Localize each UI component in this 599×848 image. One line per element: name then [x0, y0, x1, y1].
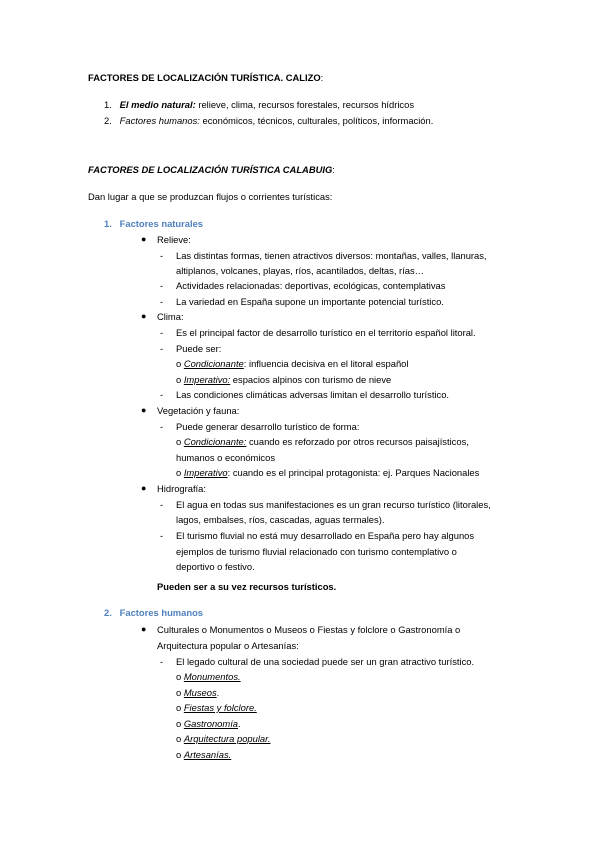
clima-item-1: Es el principal factor de desarrollo turístico en el territorio español litoral.: [176, 327, 476, 338]
heading-calabuig: FACTORES DE LOCALIZACIÓN TURÍSTICA CALABUIG:: [88, 164, 335, 175]
relieve-title: Relieve:: [157, 234, 191, 245]
culturales-line-1: Culturales o Monumentos o Museos o Fiestas y folclore o Gastronomía o: [157, 624, 461, 635]
relieve-item-3: La variedad en España supone un importante potencial turístico.: [176, 296, 444, 307]
intro-text: Dan lugar a que se produzcan flujos o corrientes turísticas:: [88, 191, 333, 202]
sub-item-arquitectura: o Arquitectura popular.: [176, 733, 271, 744]
list1-item-1: 1. El medio natural: relieve, clima, recursos forestales, recursos hídricos: [104, 99, 415, 110]
list1-item-2: 2. Factores humanos: económicos, técnicos, culturales, políticos, información.: [104, 115, 434, 126]
vegetacion-condicionante-cont: humanos o económicos: [176, 452, 276, 463]
dash-icon: -: [160, 389, 164, 400]
dash-icon: -: [160, 280, 164, 291]
relieve-item-2: Actividades relacionadas: deportivas, ecológicas, contemplativas: [176, 280, 446, 291]
dash-icon: -: [160, 421, 164, 432]
sub-item-fiestas: o Fiestas y folclore.: [176, 702, 257, 713]
relieve-item-1: Las distintas formas, tienen atractivos diversos: montañas, valles, llanuras,: [176, 250, 487, 261]
dash-icon: -: [160, 656, 164, 667]
dash-icon: -: [160, 296, 164, 307]
hidrografia-item-1-cont: lagos, embalses, ríos, cascadas, aguas termales).: [176, 514, 385, 525]
dash-icon: -: [160, 530, 164, 541]
sub-item-gastronomia: o Gastronomía.: [176, 718, 241, 729]
dash-icon: -: [160, 499, 164, 510]
culturales-line-2: Arquitectura popular o Artesanías:: [157, 640, 299, 651]
relieve-item-1-cont: altiplanos, volcanes, playas, ríos, acantilados, deltas, rías…: [176, 265, 425, 276]
dash-icon: -: [160, 343, 164, 354]
hidrografia-title: Hidrografía:: [157, 483, 206, 494]
section-factores-naturales: 1. Factores naturales: [104, 218, 204, 229]
clima-item-3: Las condiciones climáticas adversas limitan el desarrollo turístico.: [176, 389, 450, 400]
sub-item-museos: o Museos.: [176, 687, 220, 698]
bullet-icon: ●: [141, 311, 147, 321]
vegetacion-item-1: Puede generar desarrollo turístico de forma:: [176, 421, 360, 432]
section-factores-humanos: 2. Factores humanos: [104, 607, 204, 618]
vegetacion-title: Vegetación y fauna:: [157, 405, 240, 416]
bullet-icon: ●: [141, 234, 147, 244]
vegetacion-imperativo: o Imperativo: cuando es el principal protagonista: ej. Parques Nacionales: [176, 467, 480, 478]
bullet-icon: ●: [141, 624, 147, 634]
dash-icon: -: [160, 327, 164, 338]
sub-item-monumentos: o Monumentos.: [176, 671, 241, 682]
hidrografia-item-2: El turismo fluvial no está muy desarrollado en España pero hay algunos: [176, 530, 475, 541]
hidrografia-item-1: El agua en todas sus manifestaciones es un gran recurso turístico (litorales,: [176, 499, 491, 510]
vegetacion-condicionante: o Condicionante: cuando es reforzado por otros recursos paisajísticos,: [176, 436, 469, 447]
hidrografia-item-2-cont2: deportivo o festivo.: [176, 561, 255, 572]
clima-item-2: Puede ser:: [176, 343, 222, 354]
hidrografia-item-2-cont: ejemplos de turismo fluvial relacionado con turismo contemplativo o: [176, 546, 457, 557]
clima-title: Clima:: [157, 311, 184, 322]
clima-condicionante: o Condicionante: influencia decisiva en el litoral español: [176, 358, 409, 369]
clima-imperativo: o Imperativo: espacios alpinos con turismo de nieve: [176, 374, 392, 385]
sub-item-artesanias: o Artesanías.: [176, 749, 232, 760]
hidrografia-note: Pueden ser a su vez recursos turísticos.: [157, 581, 337, 592]
culturales-item-1: El legado cultural de una sociedad puede ser un gran atractivo turístico.: [176, 656, 475, 667]
heading-calizo: FACTORES DE LOCALIZACIÓN TURÍSTICA. CALIZO:: [88, 72, 324, 83]
bullet-icon: ●: [141, 483, 147, 493]
dash-icon: -: [160, 250, 164, 261]
bullet-icon: ●: [141, 405, 147, 415]
